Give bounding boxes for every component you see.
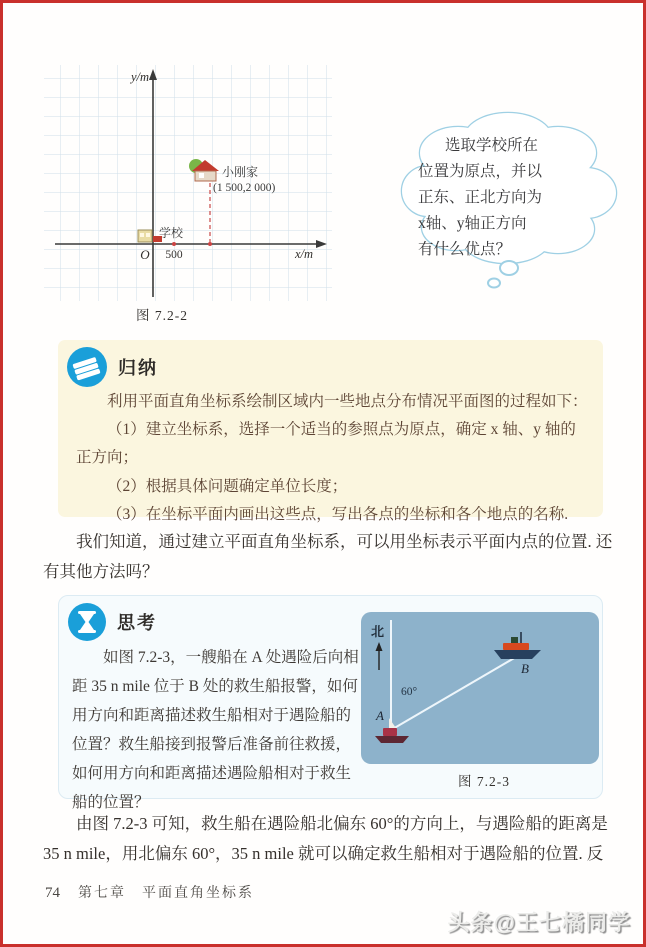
body-paragraph-2: 由图 7.2-3 可知，救生船在遇险船北偏东 60°的方向上，与遇险船的距离是 35 n mile，用北偏东 60°，35 n mile 就可以确定救生船相对于遇险船的位置. 反 xyxy=(43,814,608,863)
bubble-line: 正东、正北方向为 xyxy=(418,189,543,206)
summary-title: 归纳 xyxy=(118,358,158,378)
school-label: 学校 xyxy=(159,226,184,240)
page-footer xyxy=(45,882,254,902)
home-coordinates: (1 500,2 000) xyxy=(213,182,276,194)
summary-body xyxy=(76,388,588,529)
summary-item: （1）建立坐标系，选择一个适当的参照点为原点，确定 x 轴、y 轴的正方向； xyxy=(76,421,576,467)
thinking-title: 思考 xyxy=(117,613,157,633)
thinking-box-header xyxy=(67,602,157,642)
body-paragraph-1: 我们知道，通过建立平面直角坐标系，可以用坐标表示平面内点的位置. 还有其他方法吗？ xyxy=(43,532,613,581)
page-number: 74 xyxy=(45,885,60,901)
figure-7-2-2-caption: 图 7.2-2 xyxy=(136,308,188,323)
y-axis-label: y/m xyxy=(130,70,149,84)
bubble-trail-small xyxy=(488,279,500,288)
thinking-body: 如图 7.2-3，一艘船在 A 处遇险后向相距 35 n mile 位于 B 处的救生船报警，如何用方向和距离描述救生船相对于遇险船的位置？救生船接到报警后准备前往救援，如何用方向和距离描述遇险船相对于救生船的位置？ xyxy=(72,649,359,811)
section-label: 平面直角坐标系 xyxy=(142,886,254,901)
figure-7-2-3-caption: 图 7.2-3 xyxy=(458,774,510,789)
north-label: 北 xyxy=(371,624,385,639)
tick-dot-1500 xyxy=(208,242,212,246)
book-stack-icon xyxy=(66,346,108,388)
bubble-line: 选取学校所在 xyxy=(445,137,539,154)
summary-item: （3）在坐标平面内画出这些点，写出各点的坐标和各个地点的名称. xyxy=(107,505,569,523)
figure-7-2-2-coordinate-plane xyxy=(41,59,336,309)
x-tick-500: 500 xyxy=(165,249,183,261)
summary-box-header xyxy=(66,346,158,388)
summary-item: （2）根据具体问题确定单位长度； xyxy=(107,477,348,495)
summary-box xyxy=(58,340,603,523)
bubble-line: x轴、y轴正方向 xyxy=(418,215,527,232)
watermark: 头条@王七橘同学 xyxy=(447,910,631,935)
home-label: 小刚家 xyxy=(222,165,259,179)
figure-7-2-3-ships xyxy=(361,612,599,764)
angle-label: 60° xyxy=(401,686,418,698)
summary-intro: 利用平面直角坐标系绘制区域内一些地点分布情况平面图的过程如下： xyxy=(107,393,588,410)
point-a-label: A xyxy=(376,708,384,723)
tick-dot-500 xyxy=(172,242,176,246)
hourglass-icon xyxy=(67,602,107,642)
origin-label: O xyxy=(140,247,150,262)
thinking-box xyxy=(58,595,603,811)
chapter-label: 第七章 xyxy=(78,886,126,901)
grid-background xyxy=(44,65,332,301)
x-axis-label: x/m xyxy=(295,247,314,261)
bubble-line: 位置为原点，并以 xyxy=(418,163,543,180)
bubble-line: 有什么优点？ xyxy=(418,241,512,258)
bubble-trail-large xyxy=(500,261,518,275)
thought-bubble-text xyxy=(418,133,608,263)
point-b-label: B xyxy=(521,661,529,676)
